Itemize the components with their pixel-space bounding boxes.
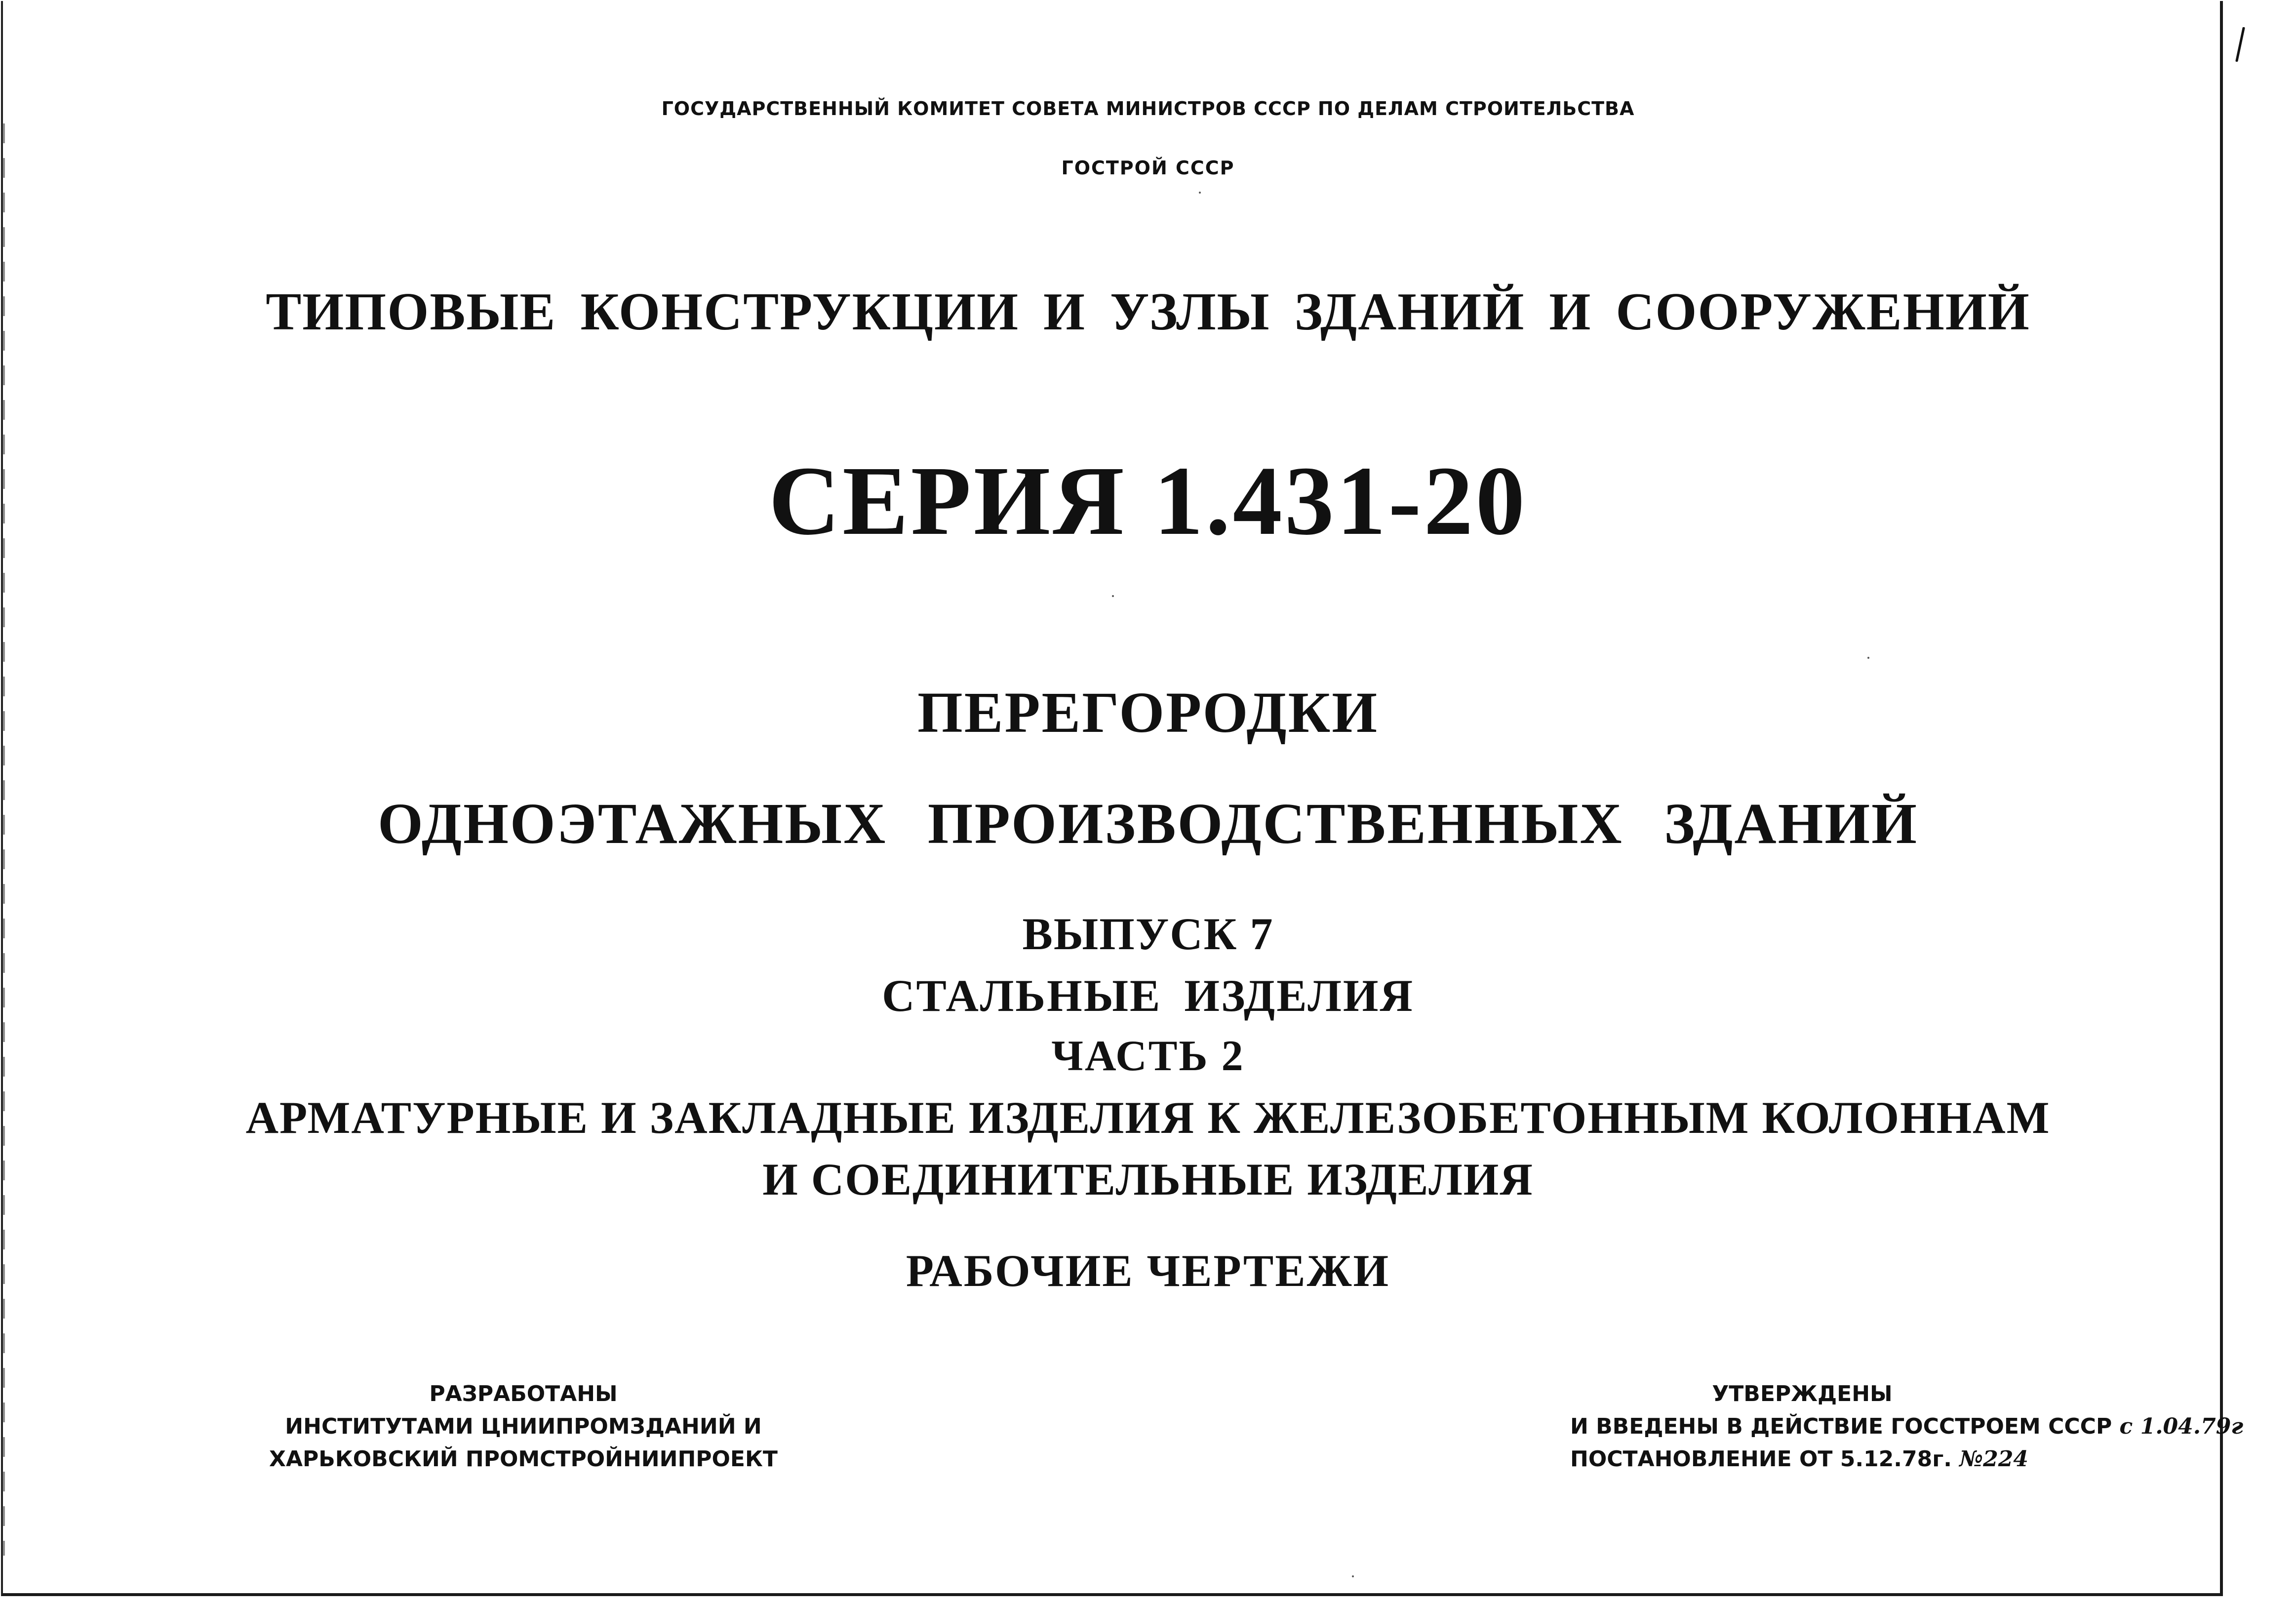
scan-speck — [1199, 192, 1201, 194]
subject-title-line1: ПЕРЕГОРОДКИ — [917, 680, 1379, 745]
subject-title-line2: ОДНОЭТАЖНЫХ ПРОИЗВОДСТВЕННЫХ ЗДАНИЙ — [378, 791, 1918, 856]
approved-resolution-number: №224 — [1959, 1446, 2028, 1472]
developed-line1: ИНСТИТУТАМИ ЦНИИПРОМЗДАНИЙ И — [285, 1414, 762, 1439]
approved-line1 — [1570, 1410, 2244, 1443]
approved-line2 — [1570, 1443, 2064, 1476]
developed-line2: ХАРЬКОВСКИЙ ПРОМСТРОЙНИИПРОЕКТ — [269, 1446, 778, 1472]
page-number-mark — [2233, 27, 2248, 62]
approved-effective-date: с 1.04.79г — [2119, 1414, 2244, 1439]
part-title-line1: АРМАТУРНЫЕ И ЗАКЛАДНЫЕ ИЗДЕЛИЯ К ЖЕЛЕЗОБЕТОННЫМ КОЛОННАМ — [245, 1092, 2051, 1143]
part-number: ЧАСТЬ 2 — [1051, 1032, 1245, 1080]
series-number: СЕРИЯ 1.431-20 — [768, 446, 1528, 556]
approved-block — [1570, 1378, 2244, 1476]
series-title: ТИПОВЫЕ КОНСТРУКЦИИ И УЗЛЫ ЗДАНИЙ И СООРУЖЕНИЙ — [266, 282, 2030, 341]
scan-speck — [1867, 657, 1869, 659]
agency-heading: ГОСТРОЙ СССР — [1061, 157, 1235, 179]
developed-label: РАЗРАБОТАНЫ — [429, 1381, 618, 1406]
approved-label: УТВЕРЖДЕНЫ — [1712, 1381, 1893, 1406]
scan-speck — [1112, 595, 1114, 597]
drawings-label: РАБОЧИЕ ЧЕРТЕЖИ — [906, 1245, 1390, 1296]
developed-by-block — [242, 1378, 805, 1476]
issue-number: ВЫПУСК 7 — [1022, 909, 1274, 959]
approved-line1-text: И ВВЕДЕНЫ В ДЕЙСТВИЕ ГОССТРОЕМ СССР — [1570, 1414, 2112, 1439]
committee-heading: ГОСУДАРСТВЕННЫЙ КОМИТЕТ СОВЕТА МИНИСТРОВ СССР ПО ДЕЛАМ СТРОИТЕЛЬСТВА — [661, 98, 1635, 120]
scan-speck — [1352, 1575, 1354, 1577]
issue-name: СТАЛЬНЫЕ ИЗДЕЛИЯ — [882, 970, 1414, 1021]
approved-line2-text: ПОСТАНОВЛЕНИЕ ОТ 5.12.78г. — [1570, 1446, 1952, 1472]
part-title-line2: И СОЕДИНИТЕЛЬНЫЕ ИЗДЕЛИЯ — [762, 1154, 1534, 1204]
